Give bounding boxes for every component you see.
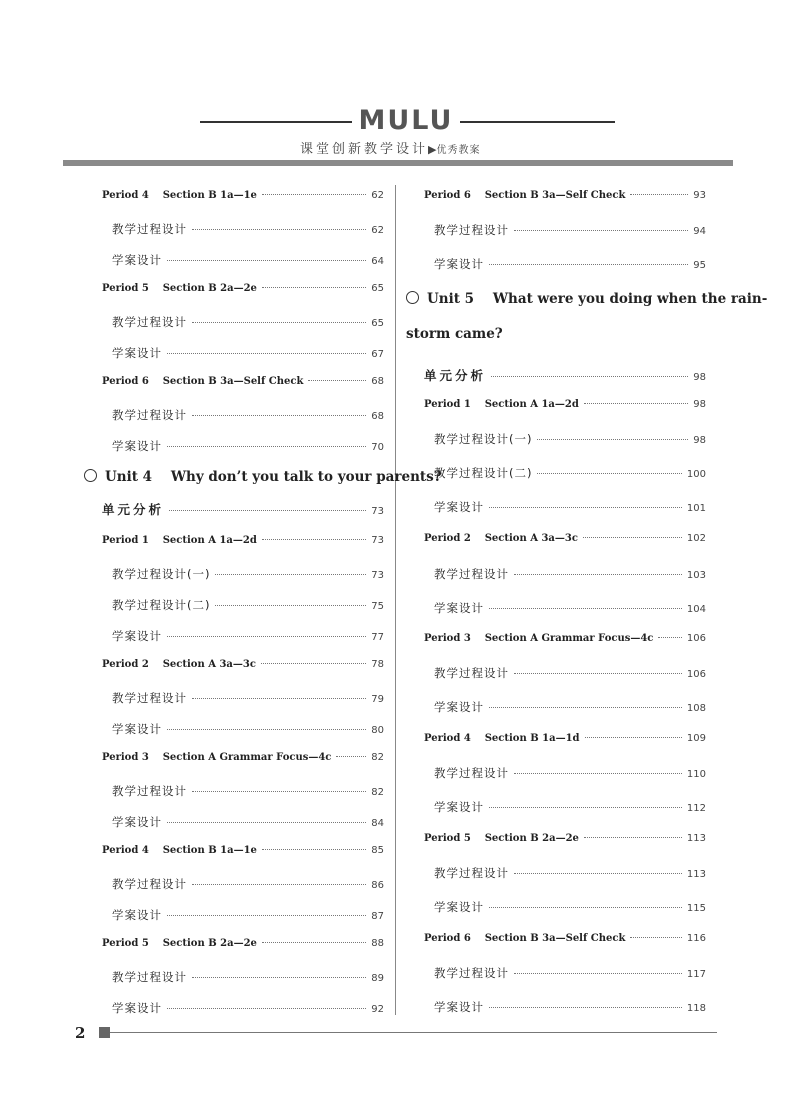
toc-page-number: 80 [371, 725, 384, 736]
dot-leader [192, 791, 366, 792]
toc-page-number: 98 [693, 399, 706, 410]
dot-leader [215, 574, 366, 575]
toc-page-number: 87 [371, 911, 384, 922]
toc-entry-title: 教学过程设计 [434, 766, 509, 780]
dot-leader [262, 287, 366, 288]
dot-leader [514, 973, 682, 974]
toc-entry-title: Period 5 Section B 2a—2e [102, 938, 257, 949]
toc-entry-title: Period 5 Section B 2a—2e [102, 283, 257, 294]
toc-page-number: 106 [686, 669, 706, 680]
dot-leader [261, 663, 366, 664]
toc-sub-entry[interactable] [434, 465, 706, 481]
toc-sub-entry[interactable] [112, 252, 384, 268]
toc-sub-entry[interactable] [434, 899, 706, 915]
dot-leader [489, 507, 682, 508]
toc-page-number: 65 [371, 318, 384, 329]
toc-entry-title: Period 2 Section A 3a—3c [424, 533, 578, 544]
dot-leader [167, 446, 366, 447]
dot-leader [514, 673, 682, 674]
dot-leader [192, 698, 366, 699]
toc-page-number: 82 [371, 787, 384, 798]
toc-entry-title: 学案设计 [112, 253, 162, 267]
toc-sub-entry[interactable] [434, 865, 706, 881]
toc-sub-entry[interactable] [112, 690, 384, 706]
dot-leader [585, 737, 682, 738]
toc-entry-title: 教学过程设计(一) [434, 432, 533, 446]
brand-text: 优秀教案 [436, 145, 481, 156]
toc-period-entry[interactable] [424, 833, 706, 844]
toc-entry-title: Period 3 Section A Grammar Focus—4c [424, 633, 654, 644]
dot-leader [584, 403, 688, 404]
toc-page-number: 79 [371, 694, 384, 705]
toc-entry-title: Period 6 Section B 3a—Self Check [424, 190, 626, 201]
toc-entry-title: 学案设计 [434, 1000, 484, 1014]
toc-entry-title: 学案设计 [434, 900, 484, 914]
toc-entry-title: 学案设计 [434, 257, 484, 271]
toc-period-entry[interactable] [102, 283, 384, 294]
toc-entry-title: 教学过程设计(二) [112, 598, 211, 612]
toc-sub-entry[interactable] [112, 1000, 384, 1016]
dot-leader [489, 264, 688, 265]
toc-entry-title: 学案设计 [434, 601, 484, 615]
toc-sub-entry[interactable] [112, 566, 384, 582]
toc-entry-title: 学案设计 [112, 439, 162, 453]
dot-leader [262, 539, 366, 540]
toc-entry-title: Period 2 Section A 3a—3c [102, 659, 256, 670]
toc-period-entry[interactable] [102, 938, 384, 949]
toc-entry-title: Period 5 Section B 2a—2e [424, 833, 579, 844]
toc-page-number: 98 [693, 372, 706, 383]
dot-leader [583, 537, 682, 538]
header-bar [63, 160, 733, 166]
dot-leader [169, 510, 366, 511]
toc-entry-title: 学案设计 [112, 815, 162, 829]
toc-sub-entry[interactable] [434, 431, 706, 447]
toc-page-number: 84 [371, 818, 384, 829]
dot-leader [167, 260, 366, 261]
toc-sub-entry[interactable] [112, 407, 384, 423]
dot-leader [192, 322, 366, 323]
toc-sub-entry[interactable] [112, 221, 384, 237]
toc-sub-entry[interactable] [112, 345, 384, 361]
toc-sub-entry[interactable] [434, 765, 706, 781]
header-title: MULU [358, 105, 454, 136]
dot-leader [514, 873, 682, 874]
toc-entry-title: 学案设计 [112, 346, 162, 360]
toc-sub-entry[interactable] [112, 969, 384, 985]
dot-leader [167, 1008, 366, 1009]
toc-page-number: 118 [686, 1003, 706, 1014]
toc-entry-title: 教学过程设计 [112, 315, 187, 329]
toc-page-number: 106 [686, 633, 706, 644]
dot-leader [192, 977, 366, 978]
toc-page-number: 109 [686, 733, 706, 744]
toc-sub-entry[interactable] [434, 256, 706, 272]
toc-sub-entry[interactable] [434, 566, 706, 582]
dot-leader [630, 194, 688, 195]
toc-entry-title: 教学过程设计 [112, 784, 187, 798]
footer-square-icon [99, 1027, 110, 1038]
toc-sub-entry[interactable] [434, 799, 706, 815]
toc-entry-title: 学案设计 [434, 700, 484, 714]
toc-entry-title: 教学过程设计 [434, 966, 509, 980]
unit-5-title-line2: storm came? [406, 326, 503, 342]
dot-leader [630, 937, 682, 938]
dot-leader [489, 907, 682, 908]
toc-entry-title: 教学过程设计 [112, 970, 187, 984]
toc-entry-title: 教学过程设计(二) [434, 466, 533, 480]
toc-entry-title: Period 6 Section B 3a—Self Check [102, 376, 304, 387]
toc-page-number: 88 [371, 938, 384, 949]
page-number: 2 [75, 1024, 86, 1042]
dot-leader [192, 415, 366, 416]
dot-leader [514, 574, 682, 575]
toc-page-number: 62 [371, 190, 384, 201]
dot-leader [537, 439, 688, 440]
toc-page-number: 98 [693, 435, 706, 446]
toc-page-number: 95 [693, 260, 706, 271]
toc-page-number: 108 [686, 703, 706, 714]
toc-page-number: 67 [371, 349, 384, 360]
toc-entry-title: 教学过程设计 [112, 877, 187, 891]
toc-page-number: 75 [371, 601, 384, 612]
toc-page-number: 110 [686, 769, 706, 780]
toc-page-number: 103 [686, 570, 706, 581]
subtitle-text: 课堂创新教学设计 [300, 142, 429, 157]
toc-page-number: 101 [686, 503, 706, 514]
toc-entry-title: Period 1 Section A 1a—2d [424, 399, 579, 410]
unit-5-heading-cont[interactable] [406, 326, 503, 342]
unit-4-title: Unit 4 Why don’t you talk to your parents? [105, 469, 442, 485]
dot-leader [489, 1007, 682, 1008]
toc-entry-title: 单元分析 [102, 502, 165, 517]
dot-leader [167, 915, 366, 916]
dot-leader [262, 942, 366, 943]
toc-entry-title: Period 4 Section B 1a—1e [102, 190, 257, 201]
toc-page-number: 94 [693, 226, 706, 237]
toc-page-number: 89 [371, 973, 384, 984]
toc-page-number: 117 [686, 969, 706, 980]
toc-period-entry[interactable] [424, 633, 706, 644]
toc-page-number: 73 [371, 570, 384, 581]
toc-page-number: 65 [371, 283, 384, 294]
toc-entry-title: 教学过程设计 [112, 222, 187, 236]
toc-sub-entry[interactable] [112, 876, 384, 892]
toc-page-number: 77 [371, 632, 384, 643]
circle-bullet-icon [406, 291, 419, 304]
toc-entry-title: 教学过程设计 [112, 408, 187, 422]
toc-entry-title: 学案设计 [112, 1001, 162, 1015]
toc-period-entry[interactable] [424, 933, 706, 944]
dot-leader [192, 884, 366, 885]
toc-sub-entry[interactable] [112, 628, 384, 644]
toc-entry-title: 教学过程设计 [112, 691, 187, 705]
toc-page-number: 70 [371, 442, 384, 453]
toc-sub-entry[interactable] [434, 699, 706, 715]
dot-leader [262, 849, 366, 850]
toc-entry-title: Period 4 Section B 1a—1d [424, 733, 580, 744]
toc-sub-entry[interactable] [112, 597, 384, 613]
toc-page-number: 113 [686, 869, 706, 880]
toc-period-entry[interactable] [102, 190, 384, 201]
toc-entry-title: 学案设计 [112, 629, 162, 643]
toc-entry-title: 教学过程设计 [434, 866, 509, 880]
toc-period-entry[interactable] [102, 752, 384, 763]
toc-sub-entry[interactable] [112, 438, 384, 454]
dot-leader [658, 637, 682, 638]
dot-leader [167, 729, 366, 730]
toc-page-number: 78 [371, 659, 384, 670]
toc-sub-entry[interactable] [112, 814, 384, 830]
toc-sub-entry[interactable] [434, 999, 706, 1015]
toc-sub-entry[interactable] [434, 222, 706, 238]
header-subtitle [300, 138, 560, 157]
toc-entry-title: Period 3 Section A Grammar Focus—4c [102, 752, 332, 763]
toc-sub-entry[interactable] [112, 783, 384, 799]
toc-page-number: 73 [371, 506, 384, 517]
toc-page-number: 64 [371, 256, 384, 267]
toc-page-number: 82 [371, 752, 384, 763]
toc-entry-title: 学案设计 [434, 800, 484, 814]
dot-leader [192, 229, 366, 230]
dot-leader [262, 194, 366, 195]
dot-leader [537, 473, 681, 474]
footer-rule [110, 1032, 717, 1033]
toc-entry-title: 教学过程设计 [434, 567, 509, 581]
toc-entry-title: 学案设计 [112, 908, 162, 922]
dot-leader [584, 837, 682, 838]
toc-period-entry[interactable] [102, 845, 384, 856]
header-rule-left [200, 121, 352, 123]
toc-unit-summary-entry[interactable] [102, 500, 384, 518]
toc-page-number: 100 [686, 469, 706, 480]
unit-5-heading[interactable] [406, 290, 767, 307]
toc-period-entry[interactable] [102, 376, 384, 387]
toc-page-number: 62 [371, 225, 384, 236]
toc-page-number: 68 [371, 411, 384, 422]
column-divider [395, 185, 396, 1015]
toc-sub-entry[interactable] [112, 907, 384, 923]
unit-4-heading[interactable] [84, 468, 442, 485]
dot-leader [489, 707, 682, 708]
header-rule-right [460, 121, 615, 123]
dot-leader [215, 605, 366, 606]
toc-period-entry[interactable] [102, 535, 384, 546]
toc-page-number: 92 [371, 1004, 384, 1015]
toc-period-entry[interactable] [424, 190, 706, 201]
dot-leader [167, 636, 366, 637]
toc-page-number: 73 [371, 535, 384, 546]
toc-page-number: 115 [686, 903, 706, 914]
toc-page-number: 112 [686, 803, 706, 814]
arrow-icon: ▶ [428, 143, 437, 156]
dot-leader [336, 756, 366, 757]
toc-period-entry[interactable] [424, 533, 706, 544]
toc-sub-entry[interactable] [112, 721, 384, 737]
toc-page-number: 68 [371, 376, 384, 387]
dot-leader [167, 353, 366, 354]
toc-page-number: 102 [686, 533, 706, 544]
dot-leader [308, 380, 366, 381]
circle-bullet-icon [84, 469, 97, 482]
page-header [0, 0, 790, 170]
dot-leader [514, 230, 688, 231]
toc-page-number: 116 [686, 933, 706, 944]
unit-5-title-line1: Unit 5 What were you doing when the rain- [427, 291, 768, 307]
toc-period-entry[interactable] [102, 659, 384, 670]
dot-leader [491, 376, 688, 377]
toc-sub-entry[interactable] [434, 499, 706, 515]
toc-page-number: 93 [693, 190, 706, 201]
toc-sub-entry[interactable] [434, 600, 706, 616]
toc-entry-title: Period 4 Section B 1a—1e [102, 845, 257, 856]
toc-page-number: 113 [686, 833, 706, 844]
toc-sub-entry[interactable] [112, 314, 384, 330]
toc-page-number: 85 [371, 845, 384, 856]
dot-leader [489, 608, 682, 609]
toc-page-number: 86 [371, 880, 384, 891]
toc-entry-title: Period 1 Section A 1a—2d [102, 535, 257, 546]
toc-period-entry[interactable] [424, 733, 706, 744]
toc-entry-title: 学案设计 [434, 500, 484, 514]
toc-entry-title: 教学过程设计 [434, 666, 509, 680]
toc-sub-entry[interactable] [434, 965, 706, 981]
dot-leader [514, 773, 682, 774]
toc-entry-title: 学案设计 [112, 722, 162, 736]
toc-entry-title: 单元分析 [424, 368, 487, 383]
dot-leader [167, 822, 366, 823]
toc-unit-summary-entry[interactable] [424, 366, 706, 384]
toc-page-number: 104 [686, 604, 706, 615]
toc-entry-title: 教学过程设计(一) [112, 567, 211, 581]
toc-entry-title: 教学过程设计 [434, 223, 509, 237]
toc-sub-entry[interactable] [434, 665, 706, 681]
toc-period-entry[interactable] [424, 399, 706, 410]
toc-entry-title: Period 6 Section B 3a—Self Check [424, 933, 626, 944]
dot-leader [489, 807, 682, 808]
